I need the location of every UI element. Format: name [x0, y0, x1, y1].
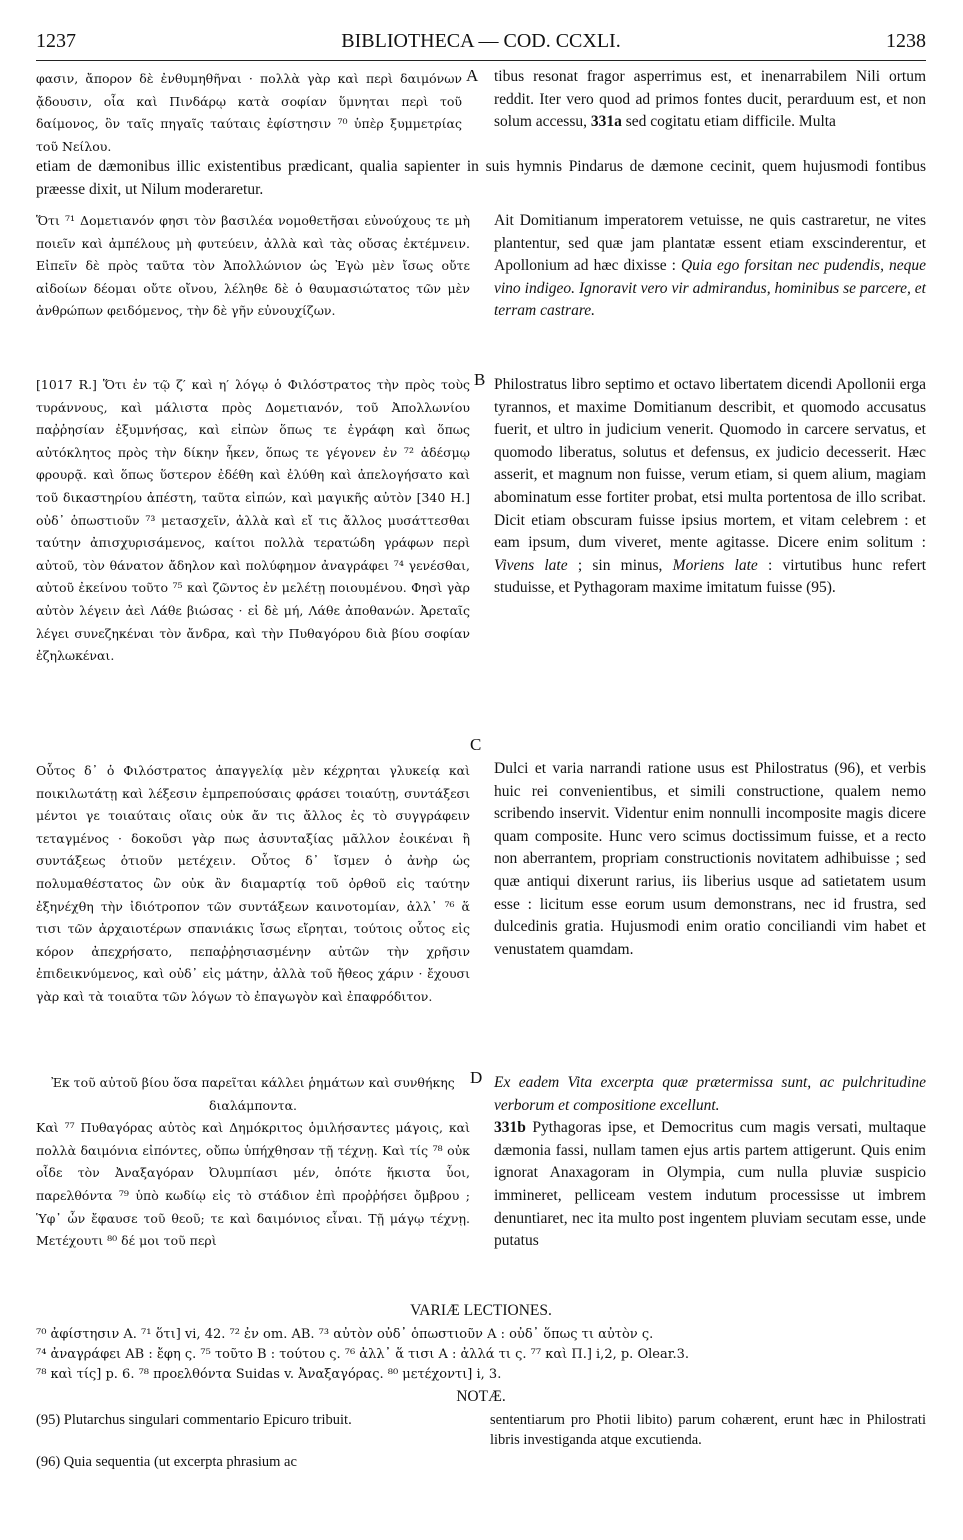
latin-col-sec2 [494, 210, 926, 323]
greek-col-sec2 [36, 210, 470, 323]
variae-line-2: ⁷⁴ ἀναγράφει AB : ἔφη ς. ⁷⁵ τοῦτο B : τούτου ς. ⁷⁶ ἀλλ᾽ ἅ τισι A : ἀλλά τι ς. ⁷⁷ καὶ Π.] i,2, p. Olear.3. [36, 1347, 690, 1362]
note-96: (96) Quia sequentia (ut excerpta phrasium ac [36, 1454, 297, 1470]
latin-col-sec5 [494, 1072, 926, 1253]
greek-col-sec3 [36, 374, 470, 668]
latin-paragraph: 331b Pythagoras ipse, et Democritus cum magis versati, multaque dæmonia fassi, nullam tamen ejus artis partem attigerunt. Quis enim ignorat Anaxagoram in Olympia, cum nulla pluviæ suspicio immineret, pelliceam vestem indutum processisse ut imbrem denuntiaret, nec ita multo post ingentem pluviam secutam esse, unde putatus [494, 1119, 926, 1250]
greek-col-sec1 [36, 68, 462, 158]
note-96-continued: sententiarum pro Photii libito) parum cohærent, erunt hæc in Philostrati libris investiganda atque excutienda. [490, 1412, 926, 1448]
variae-heading: VARIÆ LECTIONES. [410, 1302, 552, 1319]
page-number-right: 1238 [886, 30, 926, 52]
marker-b: B [474, 370, 486, 389]
greek-col-sec4 [36, 760, 470, 1009]
latin-col-sec3 [494, 374, 926, 600]
page-number-left: 1237 [36, 30, 76, 52]
marker-c: C [470, 735, 482, 754]
latin-paragraph: Ait Domitianum imperatorem vetuisse, ne quis castraretur, ne vites plantentur, sed quæ jam plantatæ essent etiam exscinderentur, et Apollonium ad hæc dixisse : Quia ego forsitan nec pudendis, neque vino indigeo. Ignoravit vero vir admirandus, hominibus se parcere, et terram castrare. [494, 212, 926, 320]
latin-col-sec4 [494, 758, 926, 961]
variae-line-1: ⁷⁰ ἀφίστησιν A. ⁷¹ ὅτι] vi, 42. ⁷² ἐν om. AB. ⁷³ αὐτὸν οὐδ᾽ ὁπωστιοῦν A : οὐδ᾽ ὅπως τι αὐτὸν ς. [36, 1327, 654, 1342]
greek-paragraph: Καὶ ⁷⁷ Πυθαγόρας αὐτὸς καὶ Δημόκριτος ὁμιλήσαντες μάγοις, καὶ πολλὰ δαιμόνια εἰπόντες, οὔπω ὑπήχθησαν τῇ τέχνῃ. Καὶ τίς ⁷⁸ οὐκ οἶδε τὸν Ἀναξαγόραν Ὀλυμπίασι μέν, ὁπότε ἥκιστα ὗοι, παρελθόντα ⁷⁹ ὑπὸ κωδίῳ εἰς τὸ στάδιον ἐπὶ προῤῥήσει ὄμβρου ; Ὑφ᾽ ὧν ἔφαυσε τοῦ θεοῦ; τε καὶ δαιμόνιος εἶναι. Τῇ μάγῳ τέχνῃ. Μετέχουτι ⁸⁰ δέ μοι τοῦ περὶ [36, 1120, 470, 1249]
latin-paragraph: Philostratus libro septimo et octavo libertatem dicendi Apollonii erga tyrannos, et maxime Domitianum describit, et quomodo accusatus fuerit, et ultro in judicium venerit. Quomodo in carcere servatus, et quomodo liberatus, solutus et defensus, ex judicio decesserit. Hæc asserit, et magnum non fuisse, verum etiam, si quem alium, magiam abominatum esse fortiter probat, etsi multa portentosa de illo scribat. Dicit etiam obscuram fuisse ipsius mortem, et vitam celebrem : et eam ipsum, dum viveret, mente agitasse. Dicere enim solitum : Vivens late ; sin minus, Moriens late : virtutibus hunc refert studuisse, et Pythagoram maxime imitatum fuisse (95). [494, 376, 927, 597]
full-width-line: etiam de dæmonibus illic existentibus prædicant, qualia sapienter in suis hymnis Pindarus de dæmone cecinit, quem hujusmodi fontibus præesse dixit, ut Nilum moderaretur. [36, 158, 926, 198]
greek-paragraph: Οὗτος δ᾽ ὁ Φιλόστρατος ἀπαγγελίᾳ μὲν κέχρηται γλυκείᾳ καὶ ποικιλωτάτῃ καὶ λέξεσιν ἐμπρεπούσαις φράσει τοιαύτῃ, συντάξεσι μέντοι γε τοιαύταις οἵαις οὐκ ἄν τις ἄλλος ἐς τὸ συγγράφειν τεταγμένος · δοκοῦσι γὰρ πως ἀσυνταξίας μᾶλλον ἐοικέναι ἢ συντάξεως ὁτιοῦν μετέχειν. Οὗτος δ᾽ ἴσμεν ὁ ἀνὴρ ὡς πολυμαθέστατος ὢν οὐκ ἂν διαμαρτίᾳ τοῦ ὀρθοῦ εἰς ταύτην ἐξηνέχθη τὴν ἰδιότροπον τῶν συντάξεων καινοτομίαν, ἀλλ᾽ ⁷⁶ ἅ τισι τῶν ἀρχαιοτέρων σπανιάκις ἴσως εἴρηται, τούτοις οὗτος εἰς κόρον ἀπεχρήσατο, πεπαῤῥησιασμένην αὐτῶν τὴν χρῆσιν ἐπιδεικνύμενος, καὶ οὐδ᾽ εἰς μάτην, ἀλλὰ τοῦ ἤθεος χάριν · ἔχουσι γὰρ καὶ τὰ τοιαῦτα τῶν λόγων τὸ ἐπαγωγὸν καὶ ἐπαφρόδιτον. [36, 763, 470, 1004]
notae-heading: NOTÆ. [456, 1388, 506, 1405]
greek-paragraph: Ὅτι ⁷¹ Δομετιανόν φησι τὸν βασιλέα νομοθετῆσαι εὐνούχους τε μὴ ποιεῖν καὶ ἀμπέλους μὴ φυτεύειν, ἀλλὰ καὶ τὰς οὔσας ἐκτέμνειν. Εἰπεῖν δὲ πρὸς ταῦτα τὸν Ἀπολλώνιον ὡς Ἐγὼ μὲν ἴσως οὔτε αἰδοίων δέομαι οὔτε οἴνου, λέληθε δὲ ὁ θαυμασιώτατος τῶν μὲν ἀνθρώπων φειδόμενος, τὴν δὲ γῆν εὐνουχίζων. [36, 213, 470, 319]
variae-line-3: ⁷⁸ καὶ τίς] p. 6. ⁷⁸ προελθόντα Suidas v. Ἀναξαγόρας. ⁸⁰ μετέχοντι] i, 3. [36, 1367, 502, 1382]
marker-d: D [470, 1068, 483, 1087]
latin-section-title: Ex eadem Vita excerpta quæ prætermissa sunt, ac pulchritudine verborum et compositione excellunt. [494, 1074, 926, 1114]
running-title: BIBLIOTHECA — COD. CCXLI. [341, 30, 621, 52]
note-95: (95) Plutarchus singulari commentario Epicuro tribuit. [36, 1412, 352, 1428]
latin-paragraph: tibus resonat fragor asperrimus est, et inenarrabilem Nili ortum reddit. Iter vero quod ad primos fontes ducit, perarduum est, et non solum accessu, 331a sed cogitatu etiam difficile. Multa [494, 68, 926, 131]
header-rule [36, 60, 926, 61]
greek-paragraph: [1017 R.] Ὅτι ἐν τῷ ζ′ καὶ η′ λόγῳ ὁ Φιλόστρατος τὴν πρὸς τοὺς τυράννους, καὶ μάλιστα πρὸς Δομετιανόν, τοῦ Ἀπολλωνίου παῤῥησίαν ἐξυμνήσας, καὶ εἰπὼν ὅπως τε ἐγράφη καὶ ὅπως αὐτόκλητος πρὸς τὴν δίκην ἧκεν, ὅπως τε γέγονεν ἐν ⁷² ἀδέσμῳ φρουρᾷ. καὶ ὅπως ὕστερον ἐδέθη καὶ ἐλύθη καὶ ἀπελογήσατο καὶ τοῦ δικαστηρίου ἀπέστη, ταῦτα εἰπών, καὶ μαγικῆς αὐτὸν [340 H.] οὐδ᾽ ὁπωστιοῦν ⁷³ μετασχεῖν, ἀλλὰ καὶ εἴ τις ἄλλος μυσάττεσθαι ταύτην ἀπισχυρισάμενος, καίτοι πολλὰ τερατώδη γράφων περὶ αὐτοῦ, τὸν θάνατον ἄδηλον καὶ πολύφημον ἀναγράφει ⁷⁴ γενέσθαι, αὐτοῦ ἐκείνου τοῦτο ⁷⁵ καὶ ζῶντος ἐν μελέτῃ ποιουμένου. Φησὶ γὰρ αὐτὸν λέγειν ἀεὶ Λάθε βιώσας · εἰ δὲ μή, Λάθε ἀποθανών. Ἀρεταῖς λέγει συνεζηκέναι τὸν ἄνδρα, καὶ τὴν Πυθαγόρου διὰ βίου σοφίαν ἐζηλωκέναι. [36, 377, 470, 664]
latin-paragraph: Dulci et varia narrandi ratione usus est Philostratus (96), et verbis huic rei convenientibus, et simili constructione, qualem nemo scribendo inservit. Videntur enim nonnulli incomposite magis dicere quam composite. Hunc vero scimus doctissimum fuisse, et a recto non aberrantem, propriam constructionis novitatem adhibuisse ; sed quæ antiqui dixerunt rarius, iis liberius usque ad satietatem usum esse : licitum esse eorum usum demonstrans, nec id frustra, sed dulcedinis gratia. Hujusmodi enim oratio conciliandi vim habet et venustatem quamdam. [494, 760, 926, 958]
greek-paragraph: φασιν, ἄπορον δὲ ἐνθυμηθῆναι · πολλὰ γὰρ καὶ περὶ δαιμόνων ᾄδουσιν, οἷα καὶ Πινδάρῳ κατὰ σοφίαν ὕμνηται περὶ τοῦ δαίμονος, ὃν ταῖς πηγαῖς ταύταις ἐφίστησιν ⁷⁰ ὑπὲρ ξυμμετρίας τοῦ Νείλου. [36, 71, 462, 154]
latin-col-sec1 [494, 66, 926, 134]
greek-section-title: Ἐκ τοῦ αὐτοῦ βίου ὅσα παρεῖται κάλλει ῥημάτων καὶ συνθήκης διαλάμποντα. [51, 1075, 455, 1113]
page-header [36, 30, 926, 58]
greek-col-sec5 [36, 1072, 470, 1253]
marker-a: A [466, 66, 479, 85]
